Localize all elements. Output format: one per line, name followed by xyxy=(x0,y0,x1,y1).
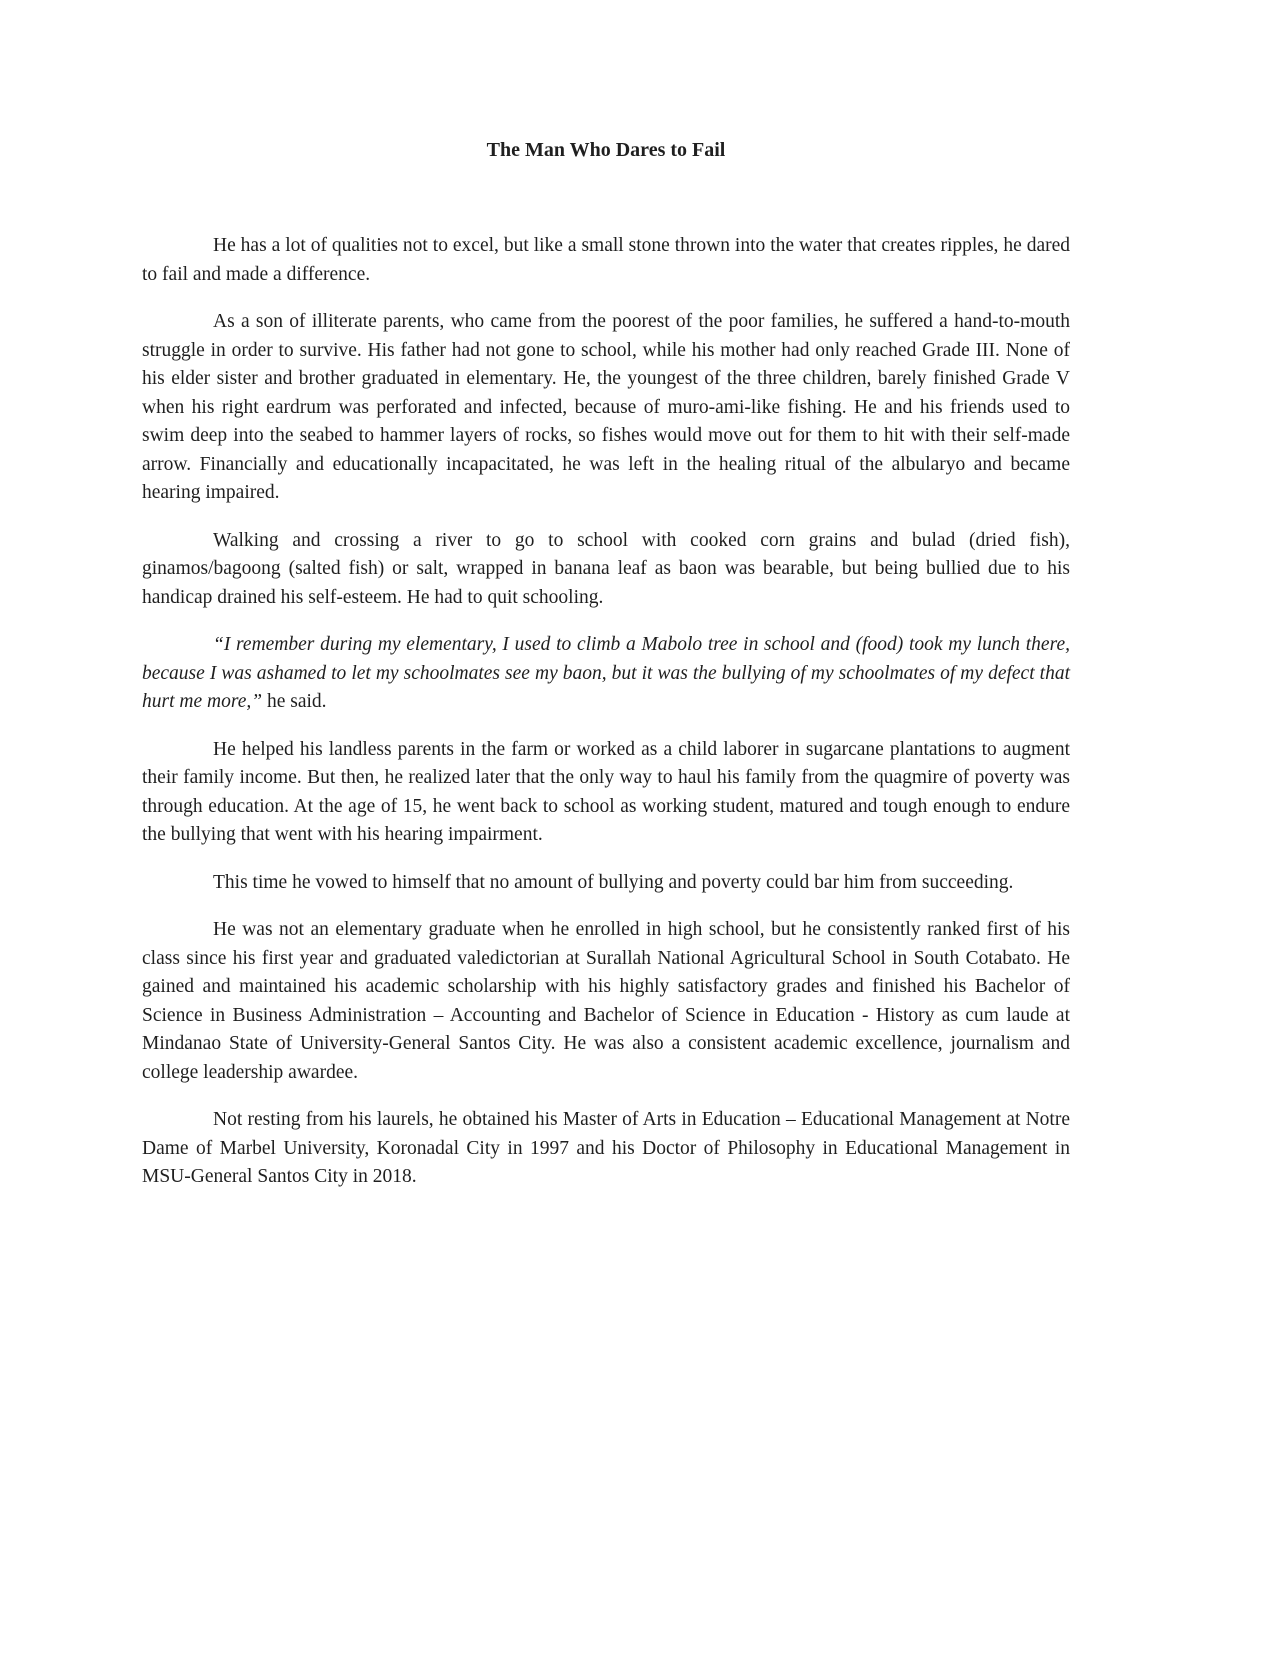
paragraph-child-labor: He helped his landless parents in the farm or worked as a child laborer in sugarcane plantations to augment their family income. But then, he realized later that the only way to haul his family from the quagmire of poverty was through education. At the age of 15, he went back to school as working student, matured and tough enough to endure the bullying that went with his hearing impairment. xyxy=(142,738,1070,845)
paragraph-intro: He has a lot of qualities not to excel, but like a small stone thrown into the water that creates ripples, he dared to fail and made a difference. xyxy=(142,235,1070,285)
paragraph-quote xyxy=(142,631,1070,717)
paragraph-family-background: As a son of illiterate parents, who came from the poorest of the poor families, he suffered a hand-to-mouth struggle in order to survive. His father had not gone to school, while his mother had only reached Grade III. None of his elder sister and brother graduated in elementary. He, the youngest of the three children, barely finished Grade V when his right eardrum was perforated and infected, because of muro-ami-like fishing. He and his friends used to swim deep into the seabed to hammer layers of rocks, so fishes would move out for them to hit with their self-made arrow. Financially and educationally incapacitated, he was left in the healing ritual of the albularyo and became hearing impaired. xyxy=(142,311,1070,503)
paragraph-graduate-studies: Not resting from his laurels, he obtained his Master of Arts in Education – Educational Management at Notre Dame of Marbel University, Koronadal City in 1997 and his Doctor of Philosophy in Educational Management in MSU-General Santos City in 2018. xyxy=(142,1109,1070,1187)
quote-italic-text: “I remember during my elementary, I used to climb a Mabolo tree in school and (food) took my lunch there, because I was ashamed to let my schoolmates see my baon, but it was the bullying of my schoolmates of my defect that hurt me more,” xyxy=(142,634,1070,712)
document-title: The Man Who Dares to Fail xyxy=(486,139,726,161)
quote-attribution: he said. xyxy=(262,691,327,712)
paragraph-vow: This time he vowed to himself that no amount of bullying and poverty could bar him from succeeding. xyxy=(213,871,1014,893)
paragraph-schooling-hardship: Walking and crossing a river to go to school with cooked corn grains and bulad (dried fish), ginamos/bagoong (salted fish) or salt, wrapped in banana leaf as baon was bearable, but being bullied due to his handicap drained his self-esteem. He had to quit schooling. xyxy=(142,529,1070,608)
paragraph-academic-achievements: He was not an elementary graduate when he enrolled in high school, but he consistently ranked first of his class since his first year and graduated valedictorian at Surallah National Agricultural School in South Cotabato. He gained and maintained his academic scholarship with his highly satisfactory grades and finished his Bachelor of Science in Business Administration – Accounting and Bachelor of Science in Education - History as cum laude at Mindanao State of University-General Santos City. He was also a consistent academic excellence, journalism and college leadership awardee. xyxy=(142,919,1070,1083)
